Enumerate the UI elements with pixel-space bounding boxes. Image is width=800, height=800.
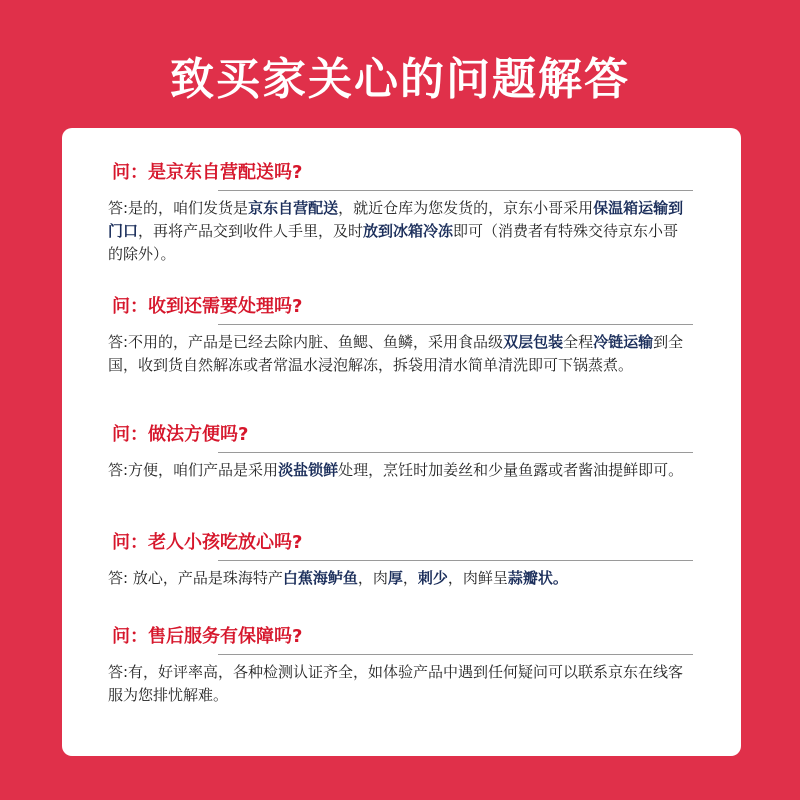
answer-highlight: 蒜瓣状。 [507, 569, 568, 587]
answer-text: 答:有，好评率高，各种检测认证齐全，如体验产品中遇到任何疑问可以联系京东在线客服为您排忧解难。 [108, 663, 684, 704]
answer-highlight: 冷链运输 [593, 333, 654, 351]
answer-highlight: 双层包装 [503, 333, 564, 351]
question: 问：是京东自营配送吗? [112, 162, 303, 183]
faq-item [108, 294, 708, 377]
answer [108, 197, 693, 266]
answer-text: 到全国，收到货自然解冻或者常温水浸泡解冻，拆袋用清水简单清洗即可下锅蒸煮。 [108, 333, 684, 374]
faq-item [108, 422, 708, 482]
answer-text: ，肉鲜呈 [447, 569, 508, 587]
question: 问：收到还需要处理吗? [112, 296, 303, 317]
answer-text: 即可（消费者有特殊交待京东小哥的除外）。 [108, 222, 679, 263]
answer-text: 答:方便，咱们产品是采用 [108, 461, 279, 479]
page-title: 致买家关心的问题解答 [170, 54, 630, 105]
answer-text: 处理，烹饪时加姜丝和少量鱼露或者酱油提鲜即可。 [338, 461, 684, 479]
answer [108, 331, 693, 377]
answer-highlight: 厚 [387, 569, 403, 587]
divider [218, 654, 693, 655]
divider [218, 452, 693, 453]
divider [218, 190, 693, 191]
answer [108, 567, 693, 590]
answer-highlight: 京东自营配送 [248, 199, 339, 217]
answer-text: 答:是的，咱们发货是 [108, 199, 249, 217]
answer [108, 459, 693, 482]
answer-highlight: 放到冰箱冷冻 [363, 222, 454, 240]
divider [218, 560, 693, 561]
answer-highlight: 保温箱运输到门口 [108, 199, 684, 240]
answer [108, 661, 693, 707]
answer-text: 答: 放心，产品是珠海特产 [108, 569, 283, 587]
answer-text: 答:不用的，产品是已经去除内脏、鱼鳃、鱼鳞，采用食品级 [108, 333, 504, 351]
question: 问：老人小孩吃放心吗? [112, 532, 303, 553]
answer-text: ，再将产品交到收件人手里，及时 [138, 222, 364, 240]
answer-text: 全程 [563, 333, 594, 351]
divider [218, 324, 693, 325]
faq-item [108, 530, 708, 590]
answer-highlight: 白蕉海鲈鱼 [282, 569, 358, 587]
question: 问：售后服务有保障吗? [112, 626, 303, 647]
answer-text: ，肉 [357, 569, 388, 587]
answer-text: ， [402, 569, 418, 587]
faq-item [108, 160, 708, 266]
answer-highlight: 淡盐锁鲜 [278, 461, 339, 479]
faq-item [108, 624, 708, 707]
answer-text: ，就近仓库为您发货的，京东小哥采用 [338, 199, 594, 217]
faq-card [62, 128, 741, 756]
question: 问：做法方便吗? [112, 424, 249, 445]
answer-highlight: 刺少 [417, 569, 448, 587]
